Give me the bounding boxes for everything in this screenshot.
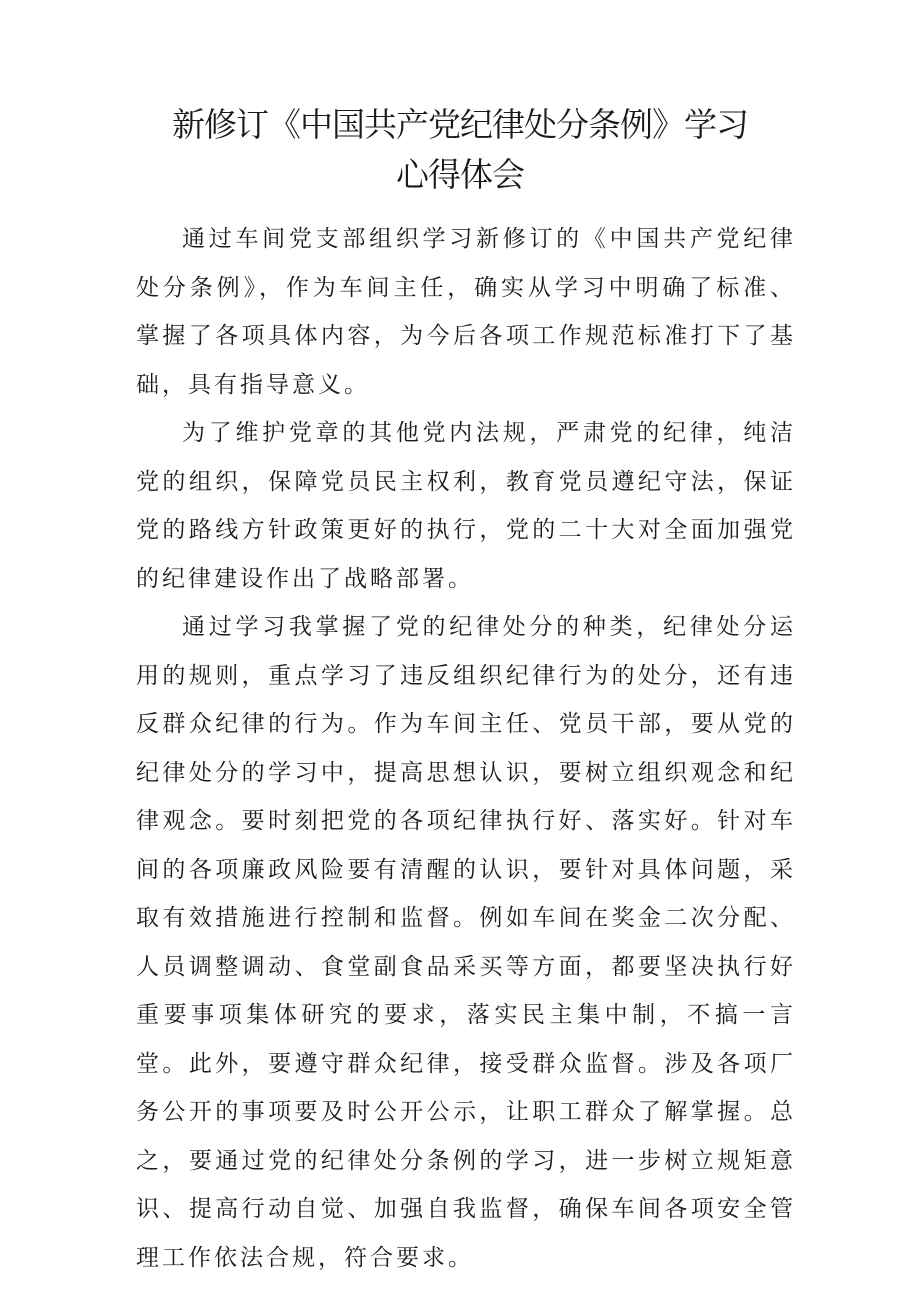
- title-line-1: 新修订《中国共产党纪律处分条例》学习: [172, 105, 748, 144]
- document-title: [120, 100, 800, 200]
- paragraph-2: 为了维护党章的其他党内法规，严肃党的纪律，纯洁党的组织，保障党员民主权利，教育党员遵纪守法，保证党的路线方针政策更好的执行，党的二十大对全面加强党的纪律建设作出了战略部署。: [136, 420, 796, 592]
- document-body: [136, 215, 796, 1282]
- title-line-2: 心得体会: [396, 155, 524, 194]
- paragraph-1: 通过车间党支部组织学习新修订的《中国共产党纪律处分条例》，作为车间主任，确实从学习中明确了标准、掌握了各项具体内容，为今后各项工作规范标准打下了基础，具有指导意义。: [136, 226, 796, 398]
- paragraph-3: 通过学习我掌握了党的纪律处分的种类，纪律处分运用的规则，重点学习了违反组织纪律行为的处分，还有违反群众纪律的行为。作为车间主任、党员干部，要从党的纪律处分的学习中，提高思想认识，要树立组织观念和纪律观念。要时刻把党的各项纪律执行好、落实好。针对车间的各项廉政风险要有清醒的认识，要针对具体问题，采取有效措施进行控制和监督。例如车间在奖金二次分配、人员调整调动、食堂副食品采买等方面，都要坚决执行好重要事项集体研究的要求，落实民主集中制，不搞一言堂。此外，要遵守群众纪律，接受群众监督。涉及各项厂务公开的事项要及时公开公示，让职工群众了解掌握。总之，要通过党的纪律处分条例的学习，进一步树立规矩意识、提高行动自觉、加强自我监督，确保车间各项安全管理工作依法合规，符合要求。: [136, 614, 796, 1271]
